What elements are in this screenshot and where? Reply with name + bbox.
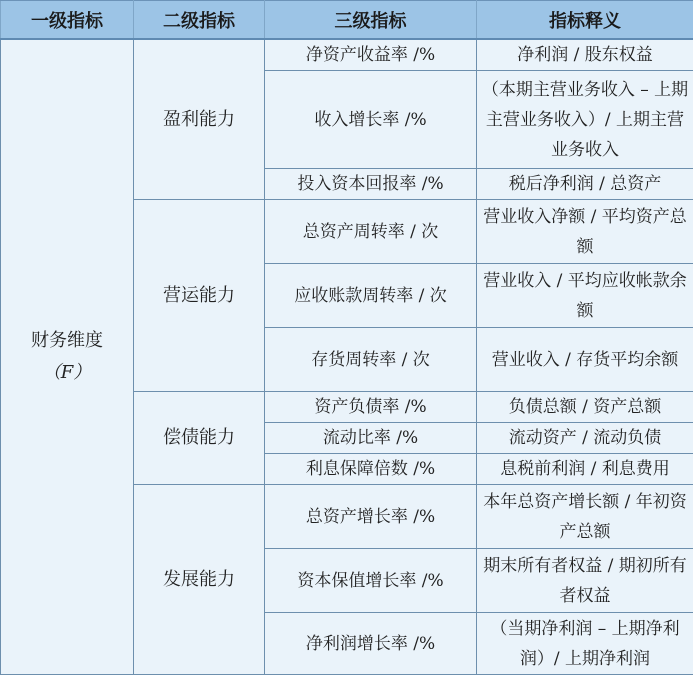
definition-cell: 流动资产 / 流动负债 [477,423,693,454]
indicator-cell: 流动比率 /% [265,423,477,454]
indicator-cell: 存货周转率 / 次 [265,328,477,392]
indicator-cell: 总资产周转率 / 次 [265,200,477,264]
indicator-cell: 净利润增长率 /% [265,613,477,675]
indicator-cell: 总资产增长率 /% [265,485,477,549]
indicator-cell: 投入资本回报率 /% [265,169,477,200]
group-development: 发展能力 [134,485,265,675]
group-operation: 营运能力 [134,200,265,392]
definition-cell: 营业收入 / 存货平均余额 [477,328,693,392]
header-row [1,1,693,40]
definition-cell: 营业收入净额 / 平均资产总额 [477,200,693,264]
header-level3: 三级指标 [265,1,477,40]
group-solvency: 偿债能力 [134,392,265,485]
definition-cell: 净利润 / 股东权益 [477,39,693,71]
dimension-name: 财务维度 [5,325,129,357]
header-definition: 指标释义 [477,1,693,40]
definition-cell: 期末所有者权益 / 期初所有者权益 [477,549,693,613]
indicator-cell: 应收账款周转率 / 次 [265,264,477,328]
group-profitability: 盈利能力 [134,39,265,200]
definition-cell: 税后净利润 / 总资产 [477,169,693,200]
indicator-cell: 利息保障倍数 /% [265,454,477,485]
indicator-cell: 收入增长率 /% [265,71,477,169]
indicator-cell: 净资产收益率 /% [265,39,477,71]
indicator-cell: 资产负债率 /% [265,392,477,423]
dimension-cell [1,39,134,675]
definition-cell: （当期净利润 – 上期净利润）/ 上期净利润 [477,613,693,675]
header-level1: 一级指标 [1,1,134,40]
definition-cell: （本期主营业务收入 – 上期主营业务收入）/ 上期主营业务收入 [477,71,693,169]
definition-cell: 负债总额 / 资产总额 [477,392,693,423]
definition-cell: 营业收入 / 平均应收帐款余额 [477,264,693,328]
table-row [1,39,693,71]
header-level2: 二级指标 [134,1,265,40]
dimension-code: （F） [5,357,129,389]
definition-cell: 本年总资产增长额 / 年初资产总额 [477,485,693,549]
indicator-cell: 资本保值增长率 /% [265,549,477,613]
definition-cell: 息税前利润 / 利息费用 [477,454,693,485]
